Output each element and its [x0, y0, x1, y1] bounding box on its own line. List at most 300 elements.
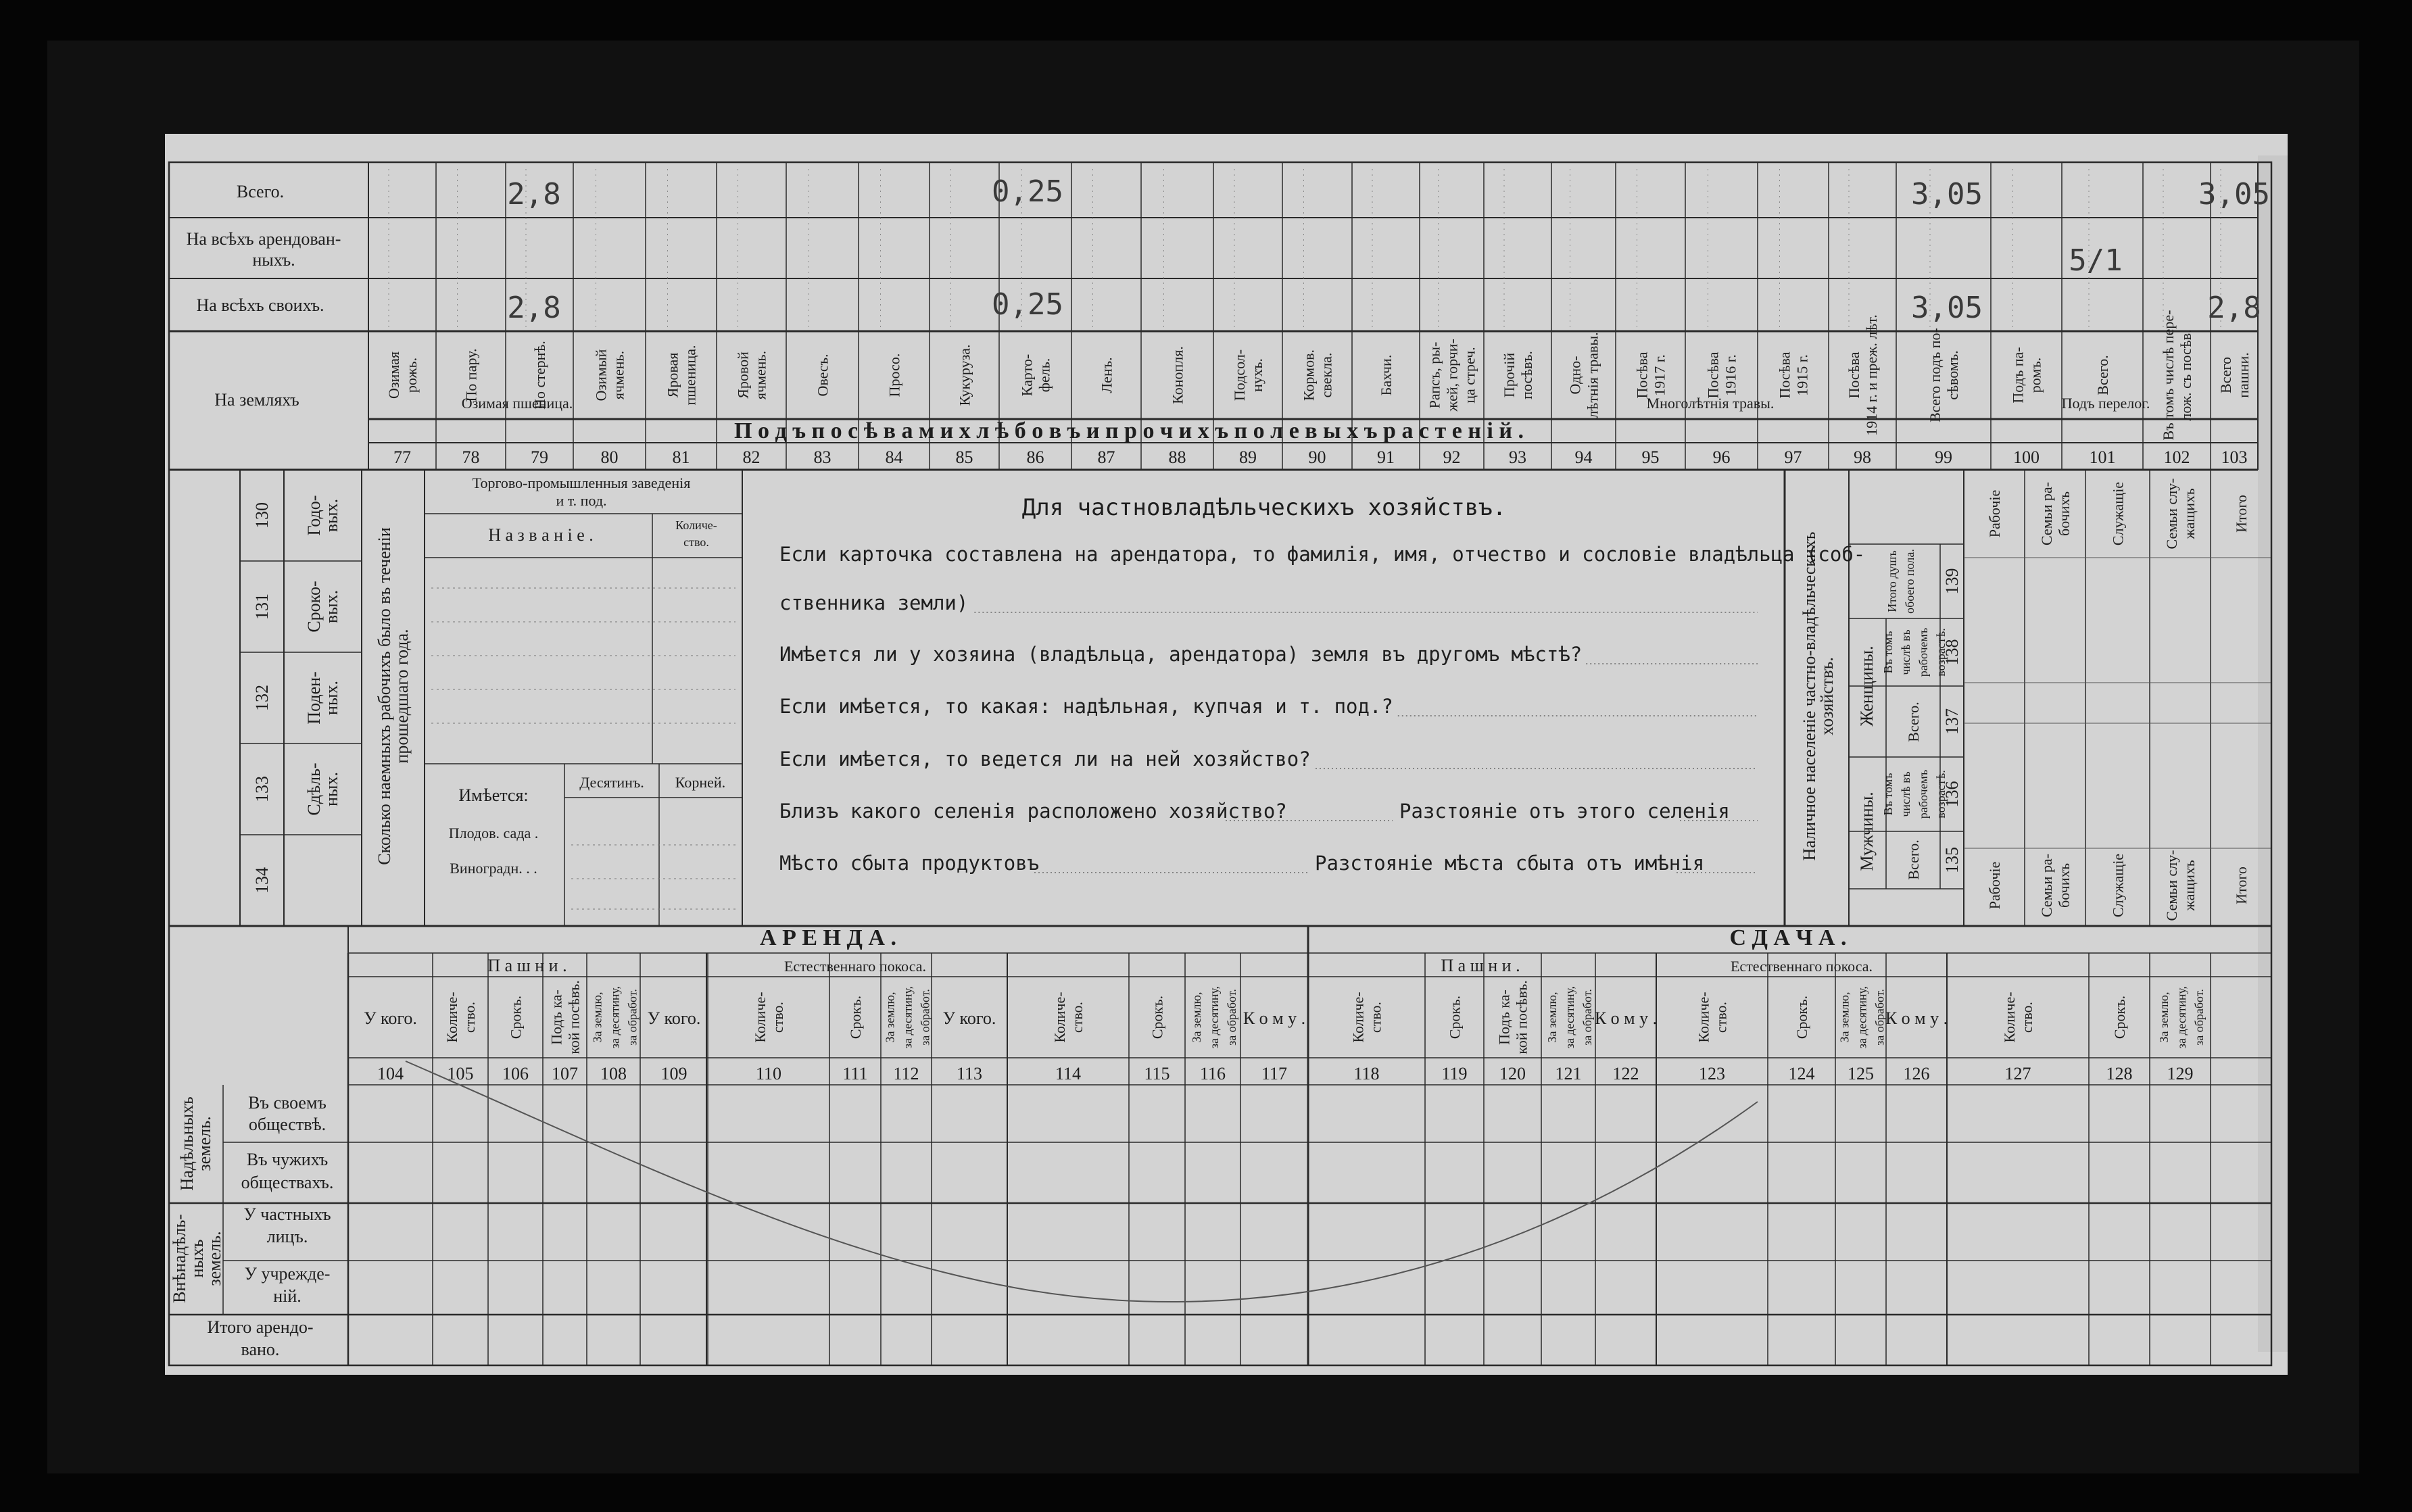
svg-text:за обработ.: за обработ. — [1225, 989, 1238, 1046]
trade-title-1: Торгово-промышленныя заведенія — [472, 474, 691, 491]
lease-col-header — [884, 986, 932, 1048]
lease-col-header — [1149, 996, 1166, 1039]
population-col-bot-5 — [2233, 867, 2250, 904]
svg-text:за десятину,: за десятину, — [2175, 985, 2188, 1049]
population-col-top-4 — [2163, 478, 2198, 549]
svg-text:лѣтнія травы.: лѣтнія травы. — [1584, 332, 1601, 418]
crop-label-8 — [886, 353, 903, 397]
lease-col-number: 104 — [377, 1064, 404, 1083]
svg-text:1917 г.: 1917 г. — [1651, 354, 1668, 396]
sub-label-mnogoletnie: Многолѣтнія травы. — [1646, 395, 1775, 412]
lease-col-number: 119 — [1441, 1064, 1468, 1083]
sub-label-perelog: Подъ перелог. — [2061, 395, 2150, 412]
svg-text:рожь.: рожь. — [403, 357, 420, 393]
crop-label-25 — [2094, 355, 2111, 395]
trade-title-2: и т. под. — [556, 492, 607, 509]
lease-col-number: 125 — [1848, 1064, 1874, 1083]
svg-text:136: 136 — [1942, 781, 1962, 808]
trade-desyatin: Десятинъ. — [579, 774, 644, 791]
svg-text:Поден-: Поден- — [304, 671, 324, 725]
handwritten-r1c23: 3,05 — [1911, 177, 1983, 212]
svg-text:Въ томъ: Въ томъ — [1881, 631, 1895, 674]
svg-text:возрастѣ.: возрастѣ. — [1934, 770, 1948, 819]
crop-label-12 — [1169, 346, 1186, 404]
col-number: 96 — [1712, 447, 1731, 467]
svg-text:132: 132 — [252, 685, 272, 711]
crop-label-5 — [665, 345, 699, 405]
svg-text:ство.: ство. — [1069, 1001, 1086, 1033]
lease-col-number: 122 — [1612, 1064, 1639, 1083]
svg-text:ячмень.: ячмень. — [752, 350, 769, 400]
lease-row-chastnykh-2: лицъ. — [266, 1227, 308, 1246]
lease-arenda: А Р Е Н Д А . — [760, 925, 896, 950]
svg-text:Овесъ.: Овесъ. — [814, 353, 831, 397]
svg-text:1916 г.: 1916 г. — [1722, 354, 1739, 396]
livestock-label-1 — [304, 495, 341, 536]
svg-text:По стернѣ.: По стернѣ. — [531, 341, 548, 410]
svg-text:За землю,: За землю, — [1545, 992, 1559, 1043]
svg-text:Въ томъ числѣ пере-: Въ томъ числѣ пере- — [2160, 310, 2177, 441]
lease-col-header: У кого. — [647, 1008, 701, 1028]
svg-text:Яровая: Яровая — [664, 352, 681, 398]
lease-col-header — [1793, 996, 1810, 1039]
livestock-num-133 — [252, 776, 272, 802]
svg-text:Яровой: Яровой — [734, 351, 752, 399]
crop-label-11 — [1099, 357, 1115, 393]
population-zhenshchiny — [1857, 645, 1877, 726]
col-number: 77 — [393, 447, 411, 467]
handwritten-r3c26: 2,8 — [2207, 291, 2261, 325]
svg-text:Годо-: Годо- — [304, 495, 324, 536]
svg-text:за десятину,: за десятину, — [1207, 985, 1221, 1049]
row-label-arend-2: ныхъ. — [252, 250, 295, 270]
lease-col-header: У кого. — [364, 1008, 417, 1028]
crop-label-7 — [815, 353, 831, 396]
svg-text:Женщины.: Женщины. — [1857, 645, 1877, 727]
col-number: 99 — [1935, 447, 1952, 467]
svg-text:за обработ.: за обработ. — [918, 989, 932, 1046]
private-q6b: Разстояніе мѣста сбыта отъ имѣнія — [1315, 852, 1705, 875]
svg-text:Надѣльныхъ: Надѣльныхъ — [177, 1096, 197, 1191]
col-number: 102 — [2163, 447, 2190, 467]
livestock-num-131 — [252, 593, 272, 620]
svg-text:138: 138 — [1942, 639, 1962, 666]
svg-text:обоего пола.: обоего пола. — [1903, 549, 1916, 614]
svg-text:вых.: вых. — [322, 498, 341, 533]
lease-col-number: 106 — [502, 1064, 529, 1083]
svg-text:ство.: ство. — [461, 1001, 478, 1033]
lease-col-header: К о м у . — [1885, 1008, 1948, 1028]
population-col-top-3 — [2110, 482, 2127, 545]
svg-text:ромъ.: ромъ. — [2027, 357, 2044, 393]
lease-col-header — [508, 996, 525, 1039]
svg-text:за обработ.: за обработ. — [625, 989, 640, 1046]
svg-text:Сколько наемныхъ рабочихъ было: Сколько наемныхъ рабочихъ было въ теченіи — [375, 527, 394, 865]
svg-text:Посѣва: Посѣва — [1633, 351, 1651, 399]
private-q2: Имѣется ли у хозяина (владѣльца, арендатора) земля въ другомъ мѣстѣ? — [779, 643, 1583, 666]
svg-text:земель.: земель. — [195, 1116, 214, 1171]
crop-label-9 — [957, 344, 973, 406]
svg-text:Прочій: Прочій — [1501, 352, 1518, 398]
lease-col-number: 117 — [1261, 1064, 1288, 1083]
crop-label-21 — [1777, 351, 1811, 398]
population-num-137 — [1942, 708, 1962, 735]
lease-col-header — [1447, 996, 1464, 1039]
svg-text:кой посѣвъ.: кой посѣвъ. — [1513, 980, 1530, 1054]
trade-qty-header-1: Количе- — [675, 518, 717, 532]
svg-text:за десятину,: за десятину, — [1563, 985, 1576, 1049]
svg-text:Карто-: Карто- — [1018, 353, 1036, 397]
col-number: 87 — [1097, 447, 1115, 467]
lease-col-header — [591, 986, 640, 1048]
col-number: 79 — [531, 447, 548, 467]
svg-text:Подсол-: Подсол- — [1231, 349, 1248, 401]
col-number: 82 — [742, 447, 761, 467]
lease-col-number: 116 — [1199, 1064, 1226, 1083]
col-number: 103 — [2221, 447, 2248, 467]
crop-label-16 — [1426, 339, 1478, 412]
crop-label-2 — [463, 349, 480, 402]
private-title: Для частновладѣльческихъ хозяйствъ. — [1021, 494, 1507, 521]
svg-text:Семьи слу-: Семьи слу- — [2163, 478, 2180, 550]
svg-text:бочихъ: бочихъ — [2056, 491, 2073, 536]
svg-text:Посѣва: Посѣва — [1776, 351, 1793, 399]
svg-text:Бахчи.: Бахчи. — [1378, 354, 1395, 396]
col-number: 94 — [1574, 447, 1593, 467]
col-number: 81 — [672, 447, 690, 467]
private-q3: Если имѣется, то какая: надѣльная, купчая и т. под.? — [779, 695, 1393, 718]
svg-text:рабочемъ: рабочемъ — [1916, 627, 1930, 677]
svg-text:1915 г.: 1915 г. — [1793, 354, 1811, 396]
svg-text:земель.: земель. — [205, 1231, 224, 1286]
svg-text:ца стреч.: ца стреч. — [1461, 347, 1478, 404]
svg-text:Всего: Всего — [2217, 357, 2234, 393]
col-number: 92 — [1443, 447, 1461, 467]
svg-text:ных.: ных. — [322, 772, 341, 806]
svg-text:пашни.: пашни. — [2235, 352, 2252, 398]
handwritten-r1c9: 0,25 — [992, 174, 1063, 209]
lease-col-header: К о м у . — [1243, 1008, 1306, 1028]
col-number: 97 — [1784, 447, 1802, 467]
svg-text:за обработ.: за обработ. — [1873, 989, 1887, 1046]
svg-text:137: 137 — [1942, 708, 1962, 735]
lease-pashni-2: П а ш н и . — [1441, 956, 1520, 975]
svg-text:Озимая: Озимая — [385, 351, 402, 399]
lease-col-number: 123 — [1699, 1064, 1725, 1083]
row-label-svoikh: На всѣхъ своихъ. — [196, 295, 324, 315]
svg-text:Конопля.: Конопля. — [1169, 346, 1186, 404]
lease-row-chastnykh-1: У частныхъ — [243, 1204, 331, 1224]
handwritten-r3c9: 0,25 — [992, 287, 1063, 322]
svg-text:За землю,: За землю, — [883, 992, 897, 1043]
svg-text:Срокъ.: Срокъ. — [847, 995, 864, 1040]
svg-text:хозяйствъ.: хозяйствъ. — [1817, 657, 1837, 735]
lease-col-header — [847, 996, 864, 1039]
svg-text:свекла.: свекла. — [1318, 352, 1335, 398]
svg-text:Количе-: Количе- — [1051, 992, 1068, 1043]
lease-row-itogo-2: вано. — [241, 1340, 280, 1359]
svg-text:139: 139 — [1942, 568, 1962, 595]
lease-row-svoem-2: обществѣ. — [248, 1115, 327, 1134]
lease-col-header — [1496, 980, 1530, 1054]
crop-label-20 — [1705, 351, 1739, 398]
svg-text:Подъ ка-: Подъ ка- — [548, 990, 565, 1045]
svg-text:ство.: ство. — [1367, 1001, 1384, 1033]
svg-text:ячмень.: ячмень. — [610, 350, 627, 400]
handwritten-r3c23: 3,05 — [1911, 291, 1983, 325]
svg-text:Сроко-: Сроко- — [304, 581, 324, 633]
svg-text:Одно-: Одно- — [1566, 356, 1584, 395]
svg-text:фель.: фель. — [1036, 358, 1053, 393]
svg-text:Итого: Итого — [2233, 867, 2250, 904]
svg-text:рабочемъ: рабочемъ — [1916, 769, 1930, 819]
livestock-num-132 — [252, 685, 272, 711]
svg-text:жащихъ: жащихъ — [2181, 488, 2198, 539]
svg-text:Ленъ.: Ленъ. — [1098, 357, 1115, 393]
population-col-bot-4 — [2163, 850, 2198, 921]
population-col-bot-1 — [1986, 862, 2003, 910]
population-vsego-1 — [1905, 702, 1922, 741]
svg-text:135: 135 — [1942, 847, 1962, 873]
lease-pokosa-1: Естественнаго покоса. — [783, 958, 927, 975]
private-q5b: Разстояніе отъ этого селенія — [1399, 800, 1730, 823]
private-q1a: Если карточка составлена на арендатора, то фамилія, имя, отчество и сословіе владѣльца (соб- — [779, 543, 1866, 566]
svg-text:посѣвъ.: посѣвъ. — [1518, 351, 1535, 399]
lease-col-number: 112 — [893, 1064, 919, 1083]
lease-col-number: 118 — [1353, 1064, 1380, 1083]
col-number: 93 — [1509, 447, 1526, 467]
svg-text:Итого: Итого — [2233, 495, 2250, 533]
private-q4: Если имѣется, то ведется ли на ней хозяйство? — [779, 748, 1311, 771]
svg-text:Семьи слу-: Семьи слу- — [2163, 850, 2180, 921]
population-num-139 — [1942, 568, 1962, 595]
svg-text:Внѣнадѣль-: Внѣнадѣль- — [170, 1214, 189, 1303]
svg-text:Всего.: Всего. — [2094, 355, 2111, 395]
col-number: 78 — [462, 447, 480, 467]
lease-col-number: 111 — [842, 1064, 868, 1083]
lease-pashni-1: П а ш н и . — [487, 956, 567, 975]
lease-row-chuzhikh-1: Въ чужихъ — [246, 1150, 329, 1169]
col-number: 98 — [1854, 447, 1871, 467]
svg-text:Количе-: Количе- — [1349, 992, 1367, 1043]
lease-col-number: 115 — [1144, 1064, 1170, 1083]
svg-text:Количе-: Количе- — [2001, 992, 2018, 1043]
svg-text:Служащіе: Служащіе — [2109, 853, 2127, 918]
lease-col-header: У кого. — [942, 1008, 996, 1028]
lease-col-number: 114 — [1055, 1064, 1082, 1083]
lease-sdacha: С Д А Ч А . — [1729, 925, 1847, 950]
population-col-bot-3 — [2110, 854, 2127, 917]
svg-text:Количе-: Количе- — [1695, 992, 1712, 1043]
svg-text:за десятину,: за десятину, — [1855, 985, 1869, 1049]
svg-text:Срокъ.: Срокъ. — [1793, 995, 1810, 1040]
svg-text:За землю,: За землю, — [1837, 992, 1852, 1043]
svg-text:Семьи ра-: Семьи ра- — [2038, 853, 2055, 918]
lease-col-header — [548, 980, 583, 1054]
lease-col-number: 108 — [600, 1064, 627, 1083]
lease-col-number: 113 — [956, 1064, 983, 1083]
handwritten-r3c2: 2,8 — [507, 291, 561, 325]
lease-col-number: 107 — [552, 1064, 578, 1083]
handwritten-r1c2: 2,8 — [507, 177, 561, 212]
svg-text:Количе-: Количе- — [443, 992, 460, 1043]
col-number: 90 — [1308, 447, 1326, 467]
lease-row-chuzhikh-2: обществахъ. — [241, 1173, 334, 1192]
svg-text:1914 г. и преж. лѣт.: 1914 г. и преж. лѣт. — [1863, 314, 1880, 436]
lease-col-number: 121 — [1555, 1064, 1582, 1083]
svg-text:за десятину,: за десятину, — [900, 985, 915, 1049]
lease-row-uchrezhd-2: ній. — [273, 1286, 302, 1306]
svg-text:Итого душъ: Итого душъ — [1885, 550, 1899, 612]
col-number: 95 — [1641, 447, 1660, 467]
col-number: 91 — [1377, 447, 1395, 467]
sub-label-ozimaya-pshenitsa: Озимая пшеница. — [461, 395, 573, 412]
population-col-top-2 — [2038, 482, 2073, 545]
svg-text:возрастѣ.: возрастѣ. — [1934, 628, 1948, 677]
svg-text:Срокъ.: Срокъ. — [507, 995, 525, 1040]
trade-vinograd: Виноградн. . . — [450, 860, 537, 877]
svg-text:133: 133 — [252, 776, 272, 802]
svg-text:Рапсъ, ры-: Рапсъ, ры- — [1426, 341, 1443, 409]
private-q5a: Близъ какого селенія расположено хозяйство? — [779, 800, 1287, 823]
lease-row-uchrezhd-1: У учрежде- — [244, 1264, 331, 1284]
svg-text:кой посѣвъ.: кой посѣвъ. — [565, 980, 583, 1054]
svg-text:Семьи ра-: Семьи ра- — [2038, 481, 2055, 546]
lease-col-number: 105 — [447, 1064, 474, 1083]
svg-text:Кукуруза.: Кукуруза. — [956, 344, 973, 406]
svg-text:за обработ.: за обработ. — [1581, 989, 1594, 1046]
svg-text:Рабочіе: Рабочіе — [1986, 489, 2003, 538]
population-vsego-2 — [1905, 839, 1922, 879]
svg-text:ство.: ство. — [1712, 1001, 1730, 1033]
svg-text:За землю,: За землю, — [2157, 992, 2171, 1043]
lease-col-number: 129 — [2167, 1064, 2194, 1083]
crop-label-1 — [385, 351, 420, 399]
svg-text:Озимый: Озимый — [592, 349, 610, 401]
crop-label-26 — [2160, 310, 2194, 441]
population-col-bot-2 — [2038, 854, 2073, 917]
trade-qty-header-2: ство. — [683, 535, 709, 549]
svg-text:131: 131 — [252, 593, 272, 620]
svg-text:прошедшаго года.: прошедшаго года. — [392, 629, 412, 764]
crop-label-27 — [2217, 352, 2252, 398]
lease-col-number: 127 — [2004, 1064, 2031, 1083]
svg-text:Служащіе: Служащіе — [2109, 481, 2127, 546]
svg-text:вых.: вых. — [322, 589, 341, 624]
lease-col-header: К о м у . — [1594, 1008, 1658, 1028]
svg-text:Подъ па-: Подъ па- — [2009, 347, 2027, 404]
svg-text:числѣ въ: числѣ въ — [1899, 629, 1912, 675]
population-col-top-1 — [1986, 490, 2003, 538]
svg-text:Срокъ.: Срокъ. — [2111, 995, 2128, 1040]
svg-text:ных.: ных. — [322, 681, 341, 715]
private-q1b: ственника земли) — [779, 591, 969, 614]
lease-col-header — [1190, 986, 1238, 1048]
lease-pokosa-2: Естественнаго покоса. — [1730, 958, 1873, 975]
svg-text:нухъ.: нухъ. — [1249, 358, 1265, 392]
trade-imeetsya: Имѣется: — [458, 785, 529, 805]
svg-text:лож. съ посѣв.: лож. съ посѣв. — [2177, 329, 2194, 421]
svg-text:бочихъ: бочихъ — [2056, 863, 2073, 908]
col-number: 100 — [2013, 447, 2040, 467]
trade-korney: Корней. — [675, 774, 726, 791]
lease-col-number: 124 — [1788, 1064, 1815, 1083]
lease-row-svoem-1: Въ своемъ — [248, 1093, 327, 1113]
crop-label-15 — [1378, 355, 1395, 396]
svg-text:Рабочіе: Рабочіе — [1986, 861, 2003, 910]
crop-label-10 — [1019, 354, 1053, 397]
row-label-arend-1: На всѣхъ арендован- — [186, 229, 341, 249]
svg-text:Всего.: Всего. — [1905, 839, 1922, 880]
col-number: 89 — [1239, 447, 1257, 467]
crops-banner: П о д ъ п о с ѣ в а м и х л ѣ б о в ъ и п р о ч и х ъ п о л е в ы х ъ р а с т е н і й . — [734, 418, 1524, 443]
svg-text:пшеница.: пшеница. — [681, 345, 699, 406]
svg-text:Всего подъ по-: Всего подъ по- — [1927, 328, 1944, 422]
lease-row-itogo-1: Итого арендо- — [207, 1317, 314, 1337]
svg-text:Мужчины.: Мужчины. — [1857, 791, 1877, 871]
svg-text:Срокъ.: Срокъ. — [1446, 995, 1464, 1040]
row-label-vsego: Всего. — [236, 182, 285, 201]
svg-text:По пару.: По пару. — [462, 348, 480, 402]
svg-text:За землю,: За землю, — [590, 992, 604, 1043]
svg-text:Количе-: Количе- — [752, 992, 769, 1043]
lease-col-header — [1838, 986, 1887, 1048]
svg-text:числѣ въ: числѣ въ — [1899, 771, 1912, 817]
col-number: 88 — [1168, 447, 1186, 467]
svg-text:ство.: ство. — [769, 1001, 786, 1033]
svg-text:Срокъ.: Срокъ. — [1149, 995, 1166, 1040]
lease-col-number: 120 — [1499, 1064, 1526, 1083]
svg-text:За землю,: За землю, — [1190, 992, 1203, 1043]
svg-text:жащихъ: жащихъ — [2181, 860, 2198, 911]
handwritten-r2c23: 5/1 — [2069, 243, 2123, 278]
svg-text:Сдѣль-: Сдѣль- — [304, 762, 324, 816]
lease-col-number: 110 — [755, 1064, 782, 1083]
svg-text:Просо.: Просо. — [886, 353, 903, 397]
lease-col-number: 128 — [2106, 1064, 2133, 1083]
crop-label-19 — [1634, 351, 1668, 398]
col-number: 85 — [955, 447, 973, 467]
crop-label-6 — [735, 351, 769, 399]
lease-col-header — [2157, 986, 2206, 1048]
population-num-135 — [1942, 847, 1962, 873]
svg-text:за обработ.: за обработ. — [2192, 989, 2206, 1046]
lease-col-number: 109 — [660, 1064, 688, 1083]
svg-text:134: 134 — [252, 867, 272, 894]
col-number: 83 — [813, 447, 831, 467]
crop-label-14 — [1301, 349, 1335, 401]
svg-text:Наличное населеніе частно-влад: Наличное населеніе частно-владѣльческихъ — [1800, 531, 1819, 861]
crop-label-17 — [1501, 351, 1535, 399]
handwritten-r1c26: 3,05 — [2198, 177, 2270, 212]
livestock-num-130 — [252, 502, 272, 529]
col-number: 86 — [1026, 447, 1044, 467]
population-col-top-5 — [2233, 495, 2250, 533]
svg-text:за десятину,: за десятину, — [608, 985, 622, 1049]
svg-text:Посѣва: Посѣва — [1704, 351, 1722, 399]
private-q6a: Мѣсто сбыта продуктовъ — [779, 852, 1040, 875]
svg-text:Подъ ка-: Подъ ка- — [1495, 990, 1513, 1045]
svg-text:Всего.: Всего. — [1905, 702, 1922, 742]
livestock-num-134 — [252, 867, 272, 894]
population-muzhchiny — [1857, 791, 1877, 871]
svg-text:ныхъ: ныхъ — [187, 1239, 207, 1278]
lease-col-header — [1545, 986, 1594, 1048]
svg-text:Кормов.: Кормов. — [1300, 349, 1318, 401]
row-label-na-zemlyakh: На земляхъ — [214, 390, 299, 410]
svg-text:ство.: ство. — [2019, 1001, 2035, 1033]
col-number: 101 — [2089, 447, 2116, 467]
